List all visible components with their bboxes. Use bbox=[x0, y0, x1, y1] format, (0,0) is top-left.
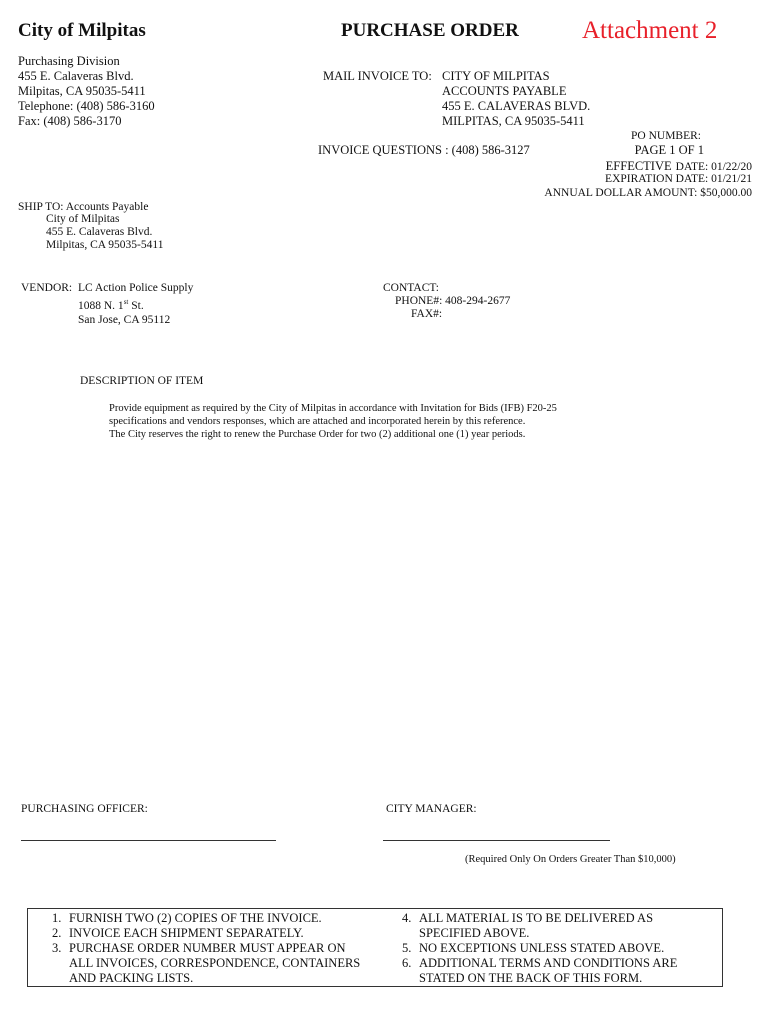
document-title: PURCHASE ORDER bbox=[341, 20, 519, 41]
term-number: 3. bbox=[52, 941, 62, 955]
vendor-street-name: St. bbox=[128, 299, 144, 312]
description-body bbox=[109, 402, 557, 441]
effective-value: DATE: 01/22/20 bbox=[675, 161, 752, 173]
description-line1: Provide equipment as required by the City of Milpitas in accordance with Invitation for Bids (IFB) F20-25 bbox=[109, 403, 557, 414]
vendor-street-suffix: st bbox=[123, 298, 129, 306]
contact-fax: FAX#: bbox=[411, 308, 443, 320]
vendor-address bbox=[78, 281, 193, 327]
mail-invoice-line4: MILPITAS, CA 95035-5411 bbox=[442, 114, 585, 128]
mail-invoice-line2: ACCOUNTS PAYABLE bbox=[442, 84, 567, 98]
city-manager-signature-line bbox=[383, 840, 610, 841]
vendor-street-number: 1088 N. 1 bbox=[78, 299, 124, 312]
term-number: 2. bbox=[52, 926, 62, 940]
term-number: 6. bbox=[402, 956, 412, 970]
annual-dollar-amount: ANNUAL DOLLAR AMOUNT: $50,000.00 bbox=[544, 187, 752, 199]
city-manager-label: CITY MANAGER: bbox=[386, 803, 477, 815]
invoice-questions: INVOICE QUESTIONS : (408) 586-3127 bbox=[318, 143, 530, 157]
term-item bbox=[52, 926, 360, 941]
term-item bbox=[402, 956, 677, 986]
ship-to-line3: Milpitas, CA 95035-5411 bbox=[46, 239, 164, 251]
ship-to-line1: City of Milpitas bbox=[46, 213, 120, 225]
vendor-name: LC Action Police Supply bbox=[78, 282, 194, 294]
issuer-address bbox=[18, 54, 155, 129]
attachment-label: Attachment 2 bbox=[582, 17, 718, 44]
signature-requirement-note: (Required Only On Orders Greater Than $10,000) bbox=[465, 854, 676, 865]
page-count: PAGE 1 OF 1 bbox=[634, 143, 704, 157]
term-text: ADDITIONAL TERMS AND CONDITIONS ARE bbox=[419, 956, 678, 970]
term-text: INVOICE EACH SHIPMENT SEPARATELY. bbox=[69, 926, 304, 940]
term-text: FURNISH TWO (2) COPIES OF THE INVOICE. bbox=[69, 911, 322, 925]
issuer-fax: Fax: (408) 586-3170 bbox=[18, 114, 122, 128]
term-number: 5. bbox=[402, 941, 412, 955]
city-name: City of Milpitas bbox=[18, 20, 146, 41]
vendor-street bbox=[78, 295, 193, 313]
ship-to-line2: 455 E. Calaveras Blvd. bbox=[46, 226, 153, 238]
term-text: SPECIFIED ABOVE. bbox=[419, 926, 530, 940]
term-text: AND PACKING LISTS. bbox=[69, 971, 194, 985]
contact-phone: PHONE#: 408-294-2677 bbox=[395, 295, 511, 307]
term-item bbox=[402, 941, 677, 956]
vendor-city: San Jose, CA 95112 bbox=[78, 313, 171, 326]
term-text: STATED ON THE BACK OF THIS FORM. bbox=[419, 971, 643, 985]
terms-list-right bbox=[402, 911, 677, 986]
vendor-label: VENDOR: bbox=[21, 282, 73, 294]
purchasing-officer-label: PURCHASING OFFICER: bbox=[21, 803, 148, 815]
term-text: ALL MATERIAL IS TO BE DELIVERED AS bbox=[419, 911, 654, 925]
mail-invoice-line3: 455 E. CALAVERAS BLVD. bbox=[442, 99, 591, 113]
term-item bbox=[52, 911, 360, 926]
expiration-date: EXPIRATION DATE: 01/21/21 bbox=[605, 173, 752, 185]
issuer-address2: Milpitas, CA 95035-5411 bbox=[18, 84, 146, 98]
term-text: ALL INVOICES, CORRESPONDENCE, CONTAINERS bbox=[69, 956, 361, 970]
terms-list-left bbox=[52, 911, 360, 986]
issuer-telephone: Telephone: (408) 586-3160 bbox=[18, 99, 155, 113]
mail-invoice-address bbox=[442, 69, 590, 129]
contact-label: CONTACT: bbox=[383, 282, 440, 294]
issuer-division: Purchasing Division bbox=[18, 54, 120, 68]
purchasing-officer-signature-line bbox=[21, 840, 276, 841]
ship-to-label: SHIP TO: Accounts Payable bbox=[18, 201, 149, 213]
term-item bbox=[52, 941, 360, 986]
po-number-label: PO NUMBER: bbox=[631, 130, 701, 142]
term-text: NO EXCEPTIONS UNLESS STATED ABOVE. bbox=[419, 941, 665, 955]
term-number: 4. bbox=[402, 911, 412, 925]
ship-to-address bbox=[46, 213, 163, 252]
issuer-address1: 455 E. Calaveras Blvd. bbox=[18, 69, 134, 83]
effective-label: EFFECTIVE bbox=[605, 159, 672, 173]
description-line2: specifications and vendors responses, which are attached and incorporated herein by this reference. bbox=[109, 416, 526, 427]
term-item bbox=[402, 911, 677, 941]
description-heading: DESCRIPTION OF ITEM bbox=[80, 375, 204, 387]
term-text: PURCHASE ORDER NUMBER MUST APPEAR ON bbox=[69, 941, 346, 955]
mail-invoice-label: MAIL INVOICE TO: bbox=[323, 69, 432, 83]
mail-invoice-line1: CITY OF MILPITAS bbox=[442, 69, 550, 83]
term-number: 1. bbox=[52, 911, 62, 925]
description-line3: The City reserves the right to renew the Purchase Order for two (2) additional one (1) year periods. bbox=[109, 429, 526, 440]
